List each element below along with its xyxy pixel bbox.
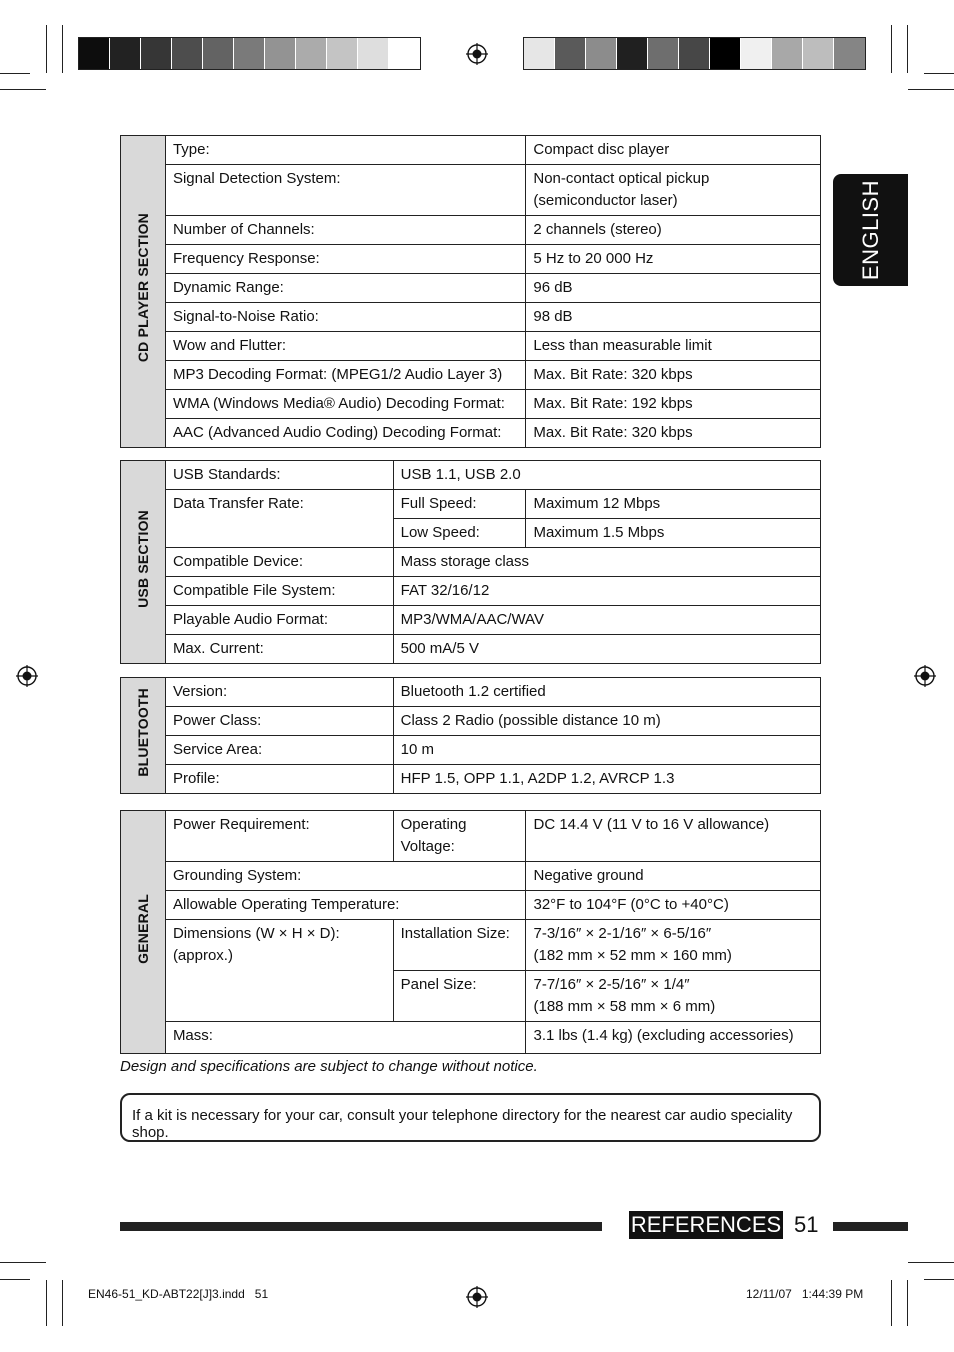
- section-label: BLUETOOTH: [134, 687, 151, 777]
- crop-mark: [907, 25, 908, 73]
- page-number: 51: [794, 1212, 819, 1237]
- section-side-label: [121, 678, 166, 794]
- spec-sub-name: Low Speed:: [393, 519, 526, 548]
- table-row: [121, 577, 821, 606]
- spec-value: Max. Bit Rate: 192 kbps: [526, 390, 821, 419]
- table-row: [121, 862, 821, 891]
- color-swatch: [79, 38, 110, 69]
- table-row: [121, 216, 821, 245]
- spec-name: MP3 Decoding Format: (MPEG1/2 Audio Layer 3): [165, 361, 525, 390]
- spec-name: WMA (Windows Media® Audio) Decoding Format:: [165, 390, 525, 419]
- table-row: [121, 678, 821, 707]
- spec-value: USB 1.1, USB 2.0: [393, 461, 820, 490]
- registration-mark-icon: [914, 665, 936, 687]
- color-swatch: [710, 38, 741, 69]
- spec-name: Mass:: [165, 1022, 526, 1054]
- spec-name: Playable Audio Format:: [165, 606, 393, 635]
- section-label: CD PLAYER SECTION: [134, 213, 151, 363]
- color-swatch: [203, 38, 234, 69]
- spec-name: Dimensions (W × H × D): (approx.): [165, 920, 393, 1022]
- spec-value: 10 m: [393, 736, 820, 765]
- spec-value: Class 2 Radio (possible distance 10 m): [393, 707, 820, 736]
- references-rule-right: [833, 1222, 908, 1231]
- spec-change-notice: Design and specifications are subject to change without notice.: [120, 1058, 538, 1075]
- spec-value: Maximum 1.5 Mbps: [526, 519, 821, 548]
- spec-name: Compatible File System:: [165, 577, 393, 606]
- spec-name: Type:: [165, 136, 525, 165]
- crop-mark: [924, 1279, 954, 1280]
- spec-value: [526, 971, 821, 1022]
- spec-name: Power Requirement:: [165, 811, 393, 862]
- spec-value: [526, 920, 821, 971]
- color-swatch: [234, 38, 265, 69]
- spec-value: FAT 32/16/12: [393, 577, 820, 606]
- spec-value: Bluetooth 1.2 certified: [393, 678, 820, 707]
- spec-value: [526, 165, 821, 216]
- footer-timestamp: [746, 1287, 863, 1301]
- crop-mark: [908, 1262, 954, 1263]
- table-row: [121, 490, 821, 519]
- color-bar-right: [523, 37, 866, 70]
- color-swatch: [741, 38, 772, 69]
- spec-name: USB Standards:: [165, 461, 393, 490]
- footer-date: 12/11/07: [746, 1287, 792, 1301]
- spec-value: 500 mA/5 V: [393, 635, 820, 664]
- color-swatch: [617, 38, 648, 69]
- spec-name: Signal-to-Noise Ratio:: [165, 303, 525, 332]
- color-swatch: [110, 38, 141, 69]
- table-row: [121, 891, 821, 920]
- crop-mark: [0, 89, 46, 90]
- references-rule-left: [120, 1222, 602, 1231]
- spec-value: MP3/WMA/AAC/WAV: [393, 606, 820, 635]
- spec-value-line: (182 mm × 52 mm × 160 mm): [533, 947, 732, 964]
- color-swatch: [648, 38, 679, 69]
- spec-value-line: (semiconductor laser): [533, 192, 678, 209]
- spec-name: Profile:: [165, 765, 393, 794]
- crop-mark: [907, 1280, 908, 1326]
- registration-mark-icon: [16, 665, 38, 687]
- table-row: [121, 548, 821, 577]
- spec-value: 96 dB: [526, 274, 821, 303]
- footer-file-name: EN46-51_KD-ABT22[J]3.indd: [88, 1287, 245, 1301]
- color-swatch: [358, 38, 389, 69]
- spec-value: 32°F to 104°F (0°C to +40°C): [526, 891, 821, 920]
- usb-spec-table: [120, 460, 821, 664]
- spec-name: Number of Channels:: [165, 216, 525, 245]
- language-tab-label: ENGLISH: [857, 179, 883, 281]
- spec-name: Grounding System:: [165, 862, 526, 891]
- spec-value: Maximum 12 Mbps: [526, 490, 821, 519]
- spec-value: 5 Hz to 20 000 Hz: [526, 245, 821, 274]
- language-tab: [833, 174, 908, 286]
- table-row: [121, 765, 821, 794]
- registration-mark-icon: [466, 1286, 488, 1308]
- color-swatch: [265, 38, 296, 69]
- crop-mark: [46, 25, 47, 73]
- spec-value-line: 7-3/16″ × 2-1/16″ × 6-5/16″: [533, 925, 712, 942]
- spec-value-line: 7-7/16″ × 2-5/16″ × 1/4″: [533, 976, 690, 993]
- table-row: [121, 245, 821, 274]
- color-swatch: [524, 38, 555, 69]
- color-swatch: [172, 38, 203, 69]
- spec-value: Max. Bit Rate: 320 kbps: [526, 419, 821, 448]
- footer-file-page: 51: [254, 1287, 269, 1301]
- spec-value: Compact disc player: [526, 136, 821, 165]
- table-row: [121, 707, 821, 736]
- crop-mark: [0, 1262, 46, 1263]
- crop-mark: [924, 73, 954, 74]
- color-swatch: [803, 38, 834, 69]
- spec-value: Max. Bit Rate: 320 kbps: [526, 361, 821, 390]
- table-row: [121, 1022, 821, 1054]
- color-swatch: [296, 38, 327, 69]
- spec-value: 2 channels (stereo): [526, 216, 821, 245]
- crop-mark: [62, 1280, 63, 1326]
- spec-value-line: Non-contact optical pickup: [533, 170, 710, 187]
- color-swatch: [389, 38, 420, 69]
- spec-value-line: (188 mm × 58 mm × 6 mm): [533, 998, 716, 1015]
- kit-note-text: If a kit is necessary for your car, consult your telephone directory for the nearest car audio speciality shop.: [132, 1107, 793, 1141]
- section-side-label: [121, 136, 166, 448]
- table-row: [121, 274, 821, 303]
- spec-name: Data Transfer Rate:: [165, 490, 393, 548]
- spec-name: AAC (Advanced Audio Coding) Decoding Format:: [165, 419, 525, 448]
- spec-name: Service Area:: [165, 736, 393, 765]
- spec-value: DC 14.4 V (11 V to 16 V allowance): [526, 811, 821, 862]
- spec-name: Dynamic Range:: [165, 274, 525, 303]
- table-row: [121, 461, 821, 490]
- crop-mark: [62, 25, 63, 73]
- spec-name: Version:: [165, 678, 393, 707]
- spec-sub-name: Installation Size:: [393, 920, 526, 971]
- spec-name: Allowable Operating Temperature:: [165, 891, 526, 920]
- table-row: [121, 390, 821, 419]
- table-row: [121, 419, 821, 448]
- table-row: [121, 811, 821, 862]
- spec-value: Less than measurable limit: [526, 332, 821, 361]
- table-row: [121, 165, 821, 216]
- spec-value: HFP 1.5, OPP 1.1, A2DP 1.2, AVRCP 1.3: [393, 765, 820, 794]
- spec-value: 98 dB: [526, 303, 821, 332]
- table-row: [121, 635, 821, 664]
- table-row: [121, 332, 821, 361]
- spec-sub-name: Operating Voltage:: [393, 811, 526, 862]
- color-swatch: [555, 38, 586, 69]
- crop-mark: [908, 89, 954, 90]
- section-side-label: [121, 811, 166, 1054]
- footer-file-info: [88, 1287, 268, 1301]
- crop-mark: [0, 73, 30, 74]
- color-swatch: [834, 38, 865, 69]
- spec-value: Mass storage class: [393, 548, 820, 577]
- color-swatch: [141, 38, 172, 69]
- spec-value: Negative ground: [526, 862, 821, 891]
- color-bar-left: [78, 37, 421, 70]
- table-row: [121, 736, 821, 765]
- crop-mark: [0, 1279, 30, 1280]
- spec-name: Signal Detection System:: [165, 165, 525, 216]
- crop-mark: [891, 1280, 892, 1326]
- spec-name: Compatible Device:: [165, 548, 393, 577]
- table-row: [121, 606, 821, 635]
- spec-value: 3.1 lbs (1.4 kg) (excluding accessories): [526, 1022, 821, 1054]
- color-swatch: [586, 38, 617, 69]
- section-side-label: [121, 461, 166, 664]
- kit-note-box: [120, 1093, 821, 1142]
- spec-name: Frequency Response:: [165, 245, 525, 274]
- footer-time: 1:44:39 PM: [801, 1287, 864, 1301]
- spec-name: Power Class:: [165, 707, 393, 736]
- crop-mark: [46, 1280, 47, 1326]
- color-swatch: [679, 38, 710, 69]
- registration-mark-icon: [466, 43, 488, 65]
- spec-name: Max. Current:: [165, 635, 393, 664]
- bluetooth-spec-table: [120, 677, 821, 794]
- spec-sub-name: Full Speed:: [393, 490, 526, 519]
- table-row: [121, 361, 821, 390]
- table-row: [121, 136, 821, 165]
- table-row: [121, 920, 821, 971]
- cd-player-spec-table: [120, 135, 821, 448]
- table-row: [121, 303, 821, 332]
- section-label: USB SECTION: [134, 509, 151, 608]
- spec-name: Wow and Flutter:: [165, 332, 525, 361]
- spec-sub-name: Panel Size:: [393, 971, 526, 1022]
- crop-mark: [891, 25, 892, 73]
- general-spec-table: [120, 810, 821, 1054]
- color-swatch: [327, 38, 358, 69]
- color-swatch: [772, 38, 803, 69]
- references-label: REFERENCES: [630, 1212, 782, 1237]
- section-label: GENERAL: [134, 893, 151, 964]
